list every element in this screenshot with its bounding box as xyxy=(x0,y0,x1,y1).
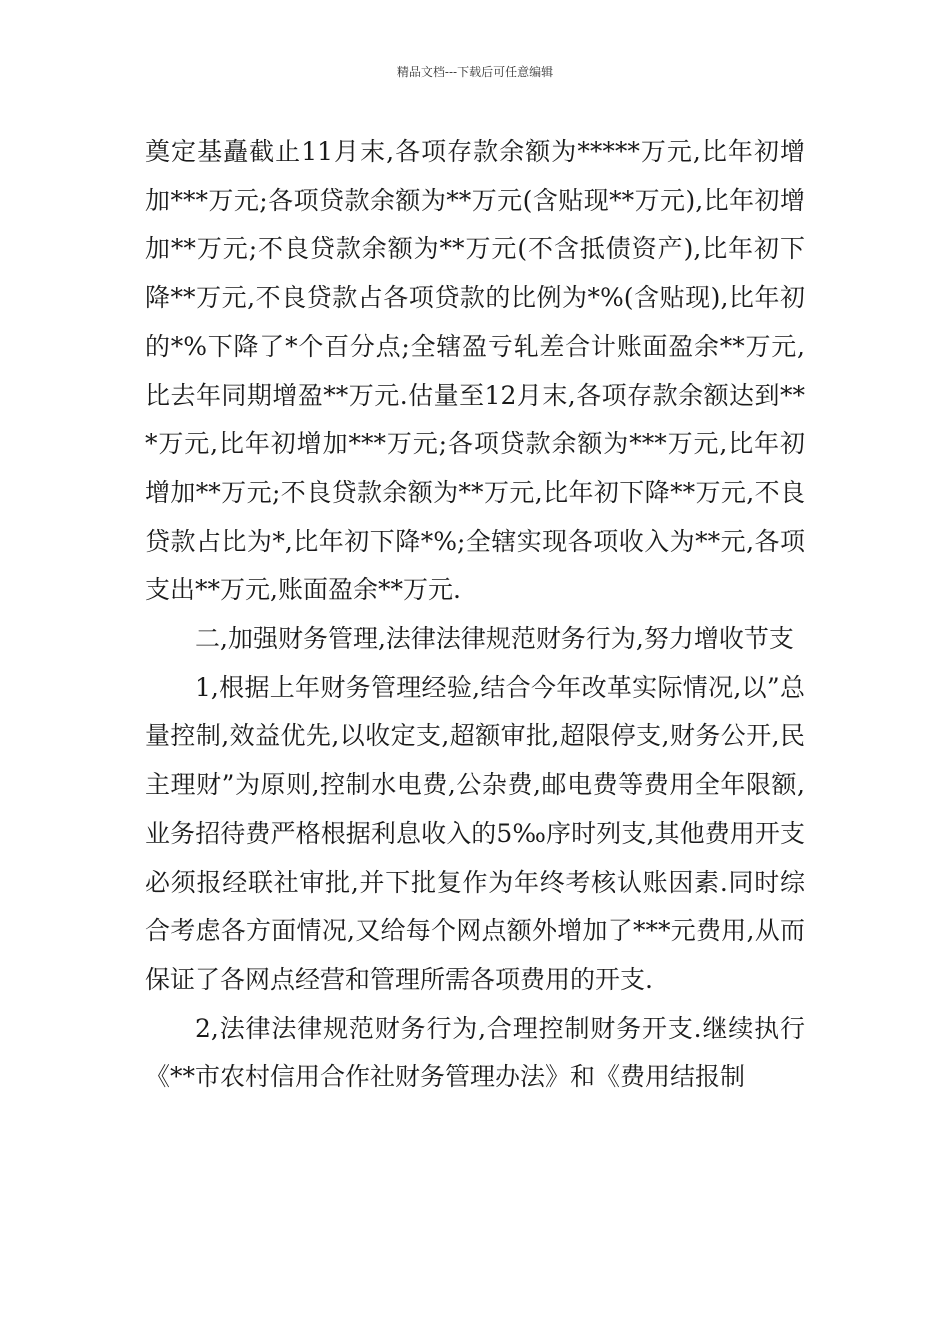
paragraph-item-2: 2,法律法律规范财务行为,合理控制财务开支.继续执行《**市农村信用合作社财务管理办法》和《费用结报制 xyxy=(145,1013,805,1092)
document-body xyxy=(145,128,805,1102)
paragraph-summary: 奠定基矗截止11月末,各项存款余额为*****万元,比年初增加***万元;各项贷款余额为**万元(含贴现**万元),比年初增加**万元;不良贷款余额为**万元(不含抵债资产),比年初下降**万元,不良贷款占各项贷款的比例为*%(含贴现),比年初的*%下降了*个百分点;全辖盈亏轧差合计账面盈余**万元,比去年同期增盈**万元.估量至12月末,各项存款余额达到***万元,比年初增加***万元;各项贷款余额为***万元,比年初增加**万元;不良贷款余额为**万元,比年初下降**万元,不良贷款占比为*,比年初下降*%;全辖实现各项收入为**元,各项支出**万元,账面盈余**万元. xyxy=(145,137,805,605)
paragraph-heading-financial-management: 二,加强财务管理,法律法律规范财务行为,努力增收节支 xyxy=(195,624,794,654)
paragraph-item-1: 1,根据上年财务管理经验,结合今年改革实际情况,以”总量控制,效益优先,以收定支,超额审批,超限停支,财务公开,民主理财”为原则,控制水电费,公杂费,邮电费等费用全年限额,业务招待费严格根据利息收入的5‰序时列支,其他费用开支必须报经联社审批,并下批复作为年终考核认账因素.同时综合考虑各方面情况,又给每个网点额外增加了***元费用,从而保证了各网点经营和管理所需各项费用的开支. xyxy=(145,672,805,994)
page-header: 精品文档---下载后可任意编辑 xyxy=(396,65,554,79)
